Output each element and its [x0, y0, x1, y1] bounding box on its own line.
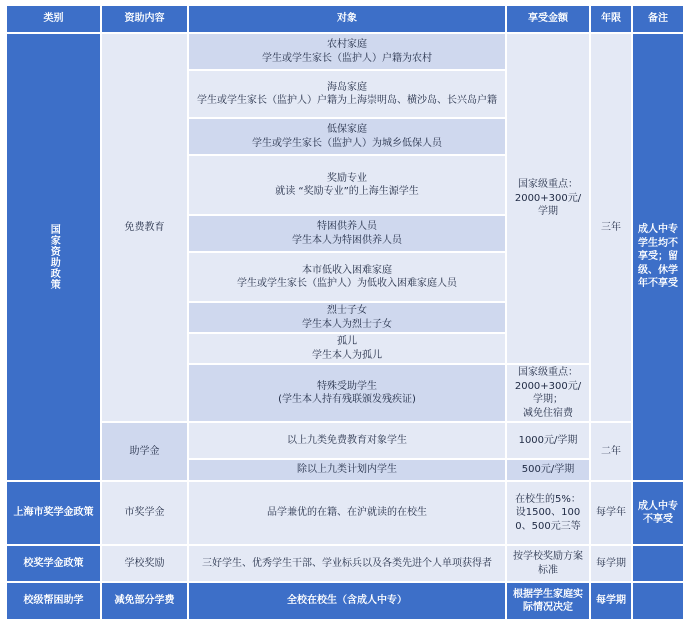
funding-policy-table: [5, 4, 685, 621]
target-cell: 全校在校生（含成人中专）: [188, 582, 506, 620]
remark-shanghai: 成人中专不享受: [632, 481, 684, 545]
target-cell: 烈士子女 学生本人为烈士子女: [188, 302, 506, 333]
header-years: 年限: [590, 5, 632, 33]
years-school-aid: 每学期: [590, 582, 632, 620]
target-cell: 本市低收入困难家庭 学生或学生家长（监护人）为低收入困难家庭人员: [188, 252, 506, 302]
header-target: 对象: [188, 5, 506, 33]
header-remark: 备注: [632, 5, 684, 33]
amount-school-scholarship: 按学校奖励方案标准: [506, 545, 590, 582]
category-shanghai: 上海市奖学金政策: [6, 481, 101, 545]
years-free-education: 三年: [590, 33, 632, 422]
years-grant: 二年: [590, 422, 632, 481]
content-grant: 助学金: [101, 422, 188, 481]
amount-shanghai: 在校生的5%： 设1500、1000、500元三等: [506, 481, 590, 545]
category-school-scholarship: 校奖学金政策: [6, 545, 101, 582]
target-cell: 农村家庭 学生或学生家长（监护人）户籍为农村: [188, 33, 506, 70]
content-shanghai: 市奖学金: [101, 481, 188, 545]
header-content: 资助内容: [101, 5, 188, 33]
years-shanghai: 每学年: [590, 481, 632, 545]
target-cell: 特殊受助学生 (学生本人持有残联颁发残疾证): [188, 364, 506, 422]
content-free-education: 免费教育: [101, 33, 188, 422]
target-cell: 除以上九类计划内学生: [188, 459, 506, 481]
amount-grant-2: 500元/学期: [506, 459, 590, 481]
target-cell: 孤儿 学生本人为孤儿: [188, 333, 506, 364]
amount-school-aid: 根据学生家庭实际情况决定: [506, 582, 590, 620]
target-cell: 特困供养人员 学生本人为特困供养人员: [188, 215, 506, 252]
amount-special: 国家级重点： 2000+300元/学期； 减免住宿费: [506, 364, 590, 422]
target-cell: 三好学生、优秀学生干部、学业标兵以及各类先进个人单项获得者: [188, 545, 506, 582]
target-cell: 海岛家庭 学生或学生家长（监护人）户籍为上海崇明岛、横沙岛、长兴岛户籍: [188, 70, 506, 118]
amount-free-education: 国家级重点： 2000+300元/学期: [506, 33, 590, 364]
content-school-scholarship: 学校奖励: [101, 545, 188, 582]
table-row: [6, 545, 684, 582]
category-national: 国家资助政策: [6, 33, 101, 481]
table-row: [6, 582, 684, 620]
amount-grant-1: 1000元/学期: [506, 422, 590, 459]
remark-school-scholarship: [632, 545, 684, 582]
header-category: 类别: [6, 5, 101, 33]
category-school-aid: 校级帮困助学: [6, 582, 101, 620]
header-row: [6, 5, 684, 33]
table-row: [6, 33, 684, 70]
target-cell: 低保家庭 学生或学生家长（监护人）为城乡低保人员: [188, 118, 506, 155]
remark-national: 成人中专学生均不享受；留级、休学年不享受: [632, 33, 684, 481]
years-school-scholarship: 每学期: [590, 545, 632, 582]
target-cell: 品学兼优的在籍、在沪就读的在校生: [188, 481, 506, 545]
table-row: [6, 422, 684, 459]
header-amount: 享受金额: [506, 5, 590, 33]
content-school-aid: 减免部分学费: [101, 582, 188, 620]
table-row: [6, 481, 684, 545]
target-cell: 奖励专业 就读 “奖励专业”的上海生源学生: [188, 155, 506, 215]
target-cell: 以上九类免费教育对象学生: [188, 422, 506, 459]
remark-school-aid: [632, 582, 684, 620]
